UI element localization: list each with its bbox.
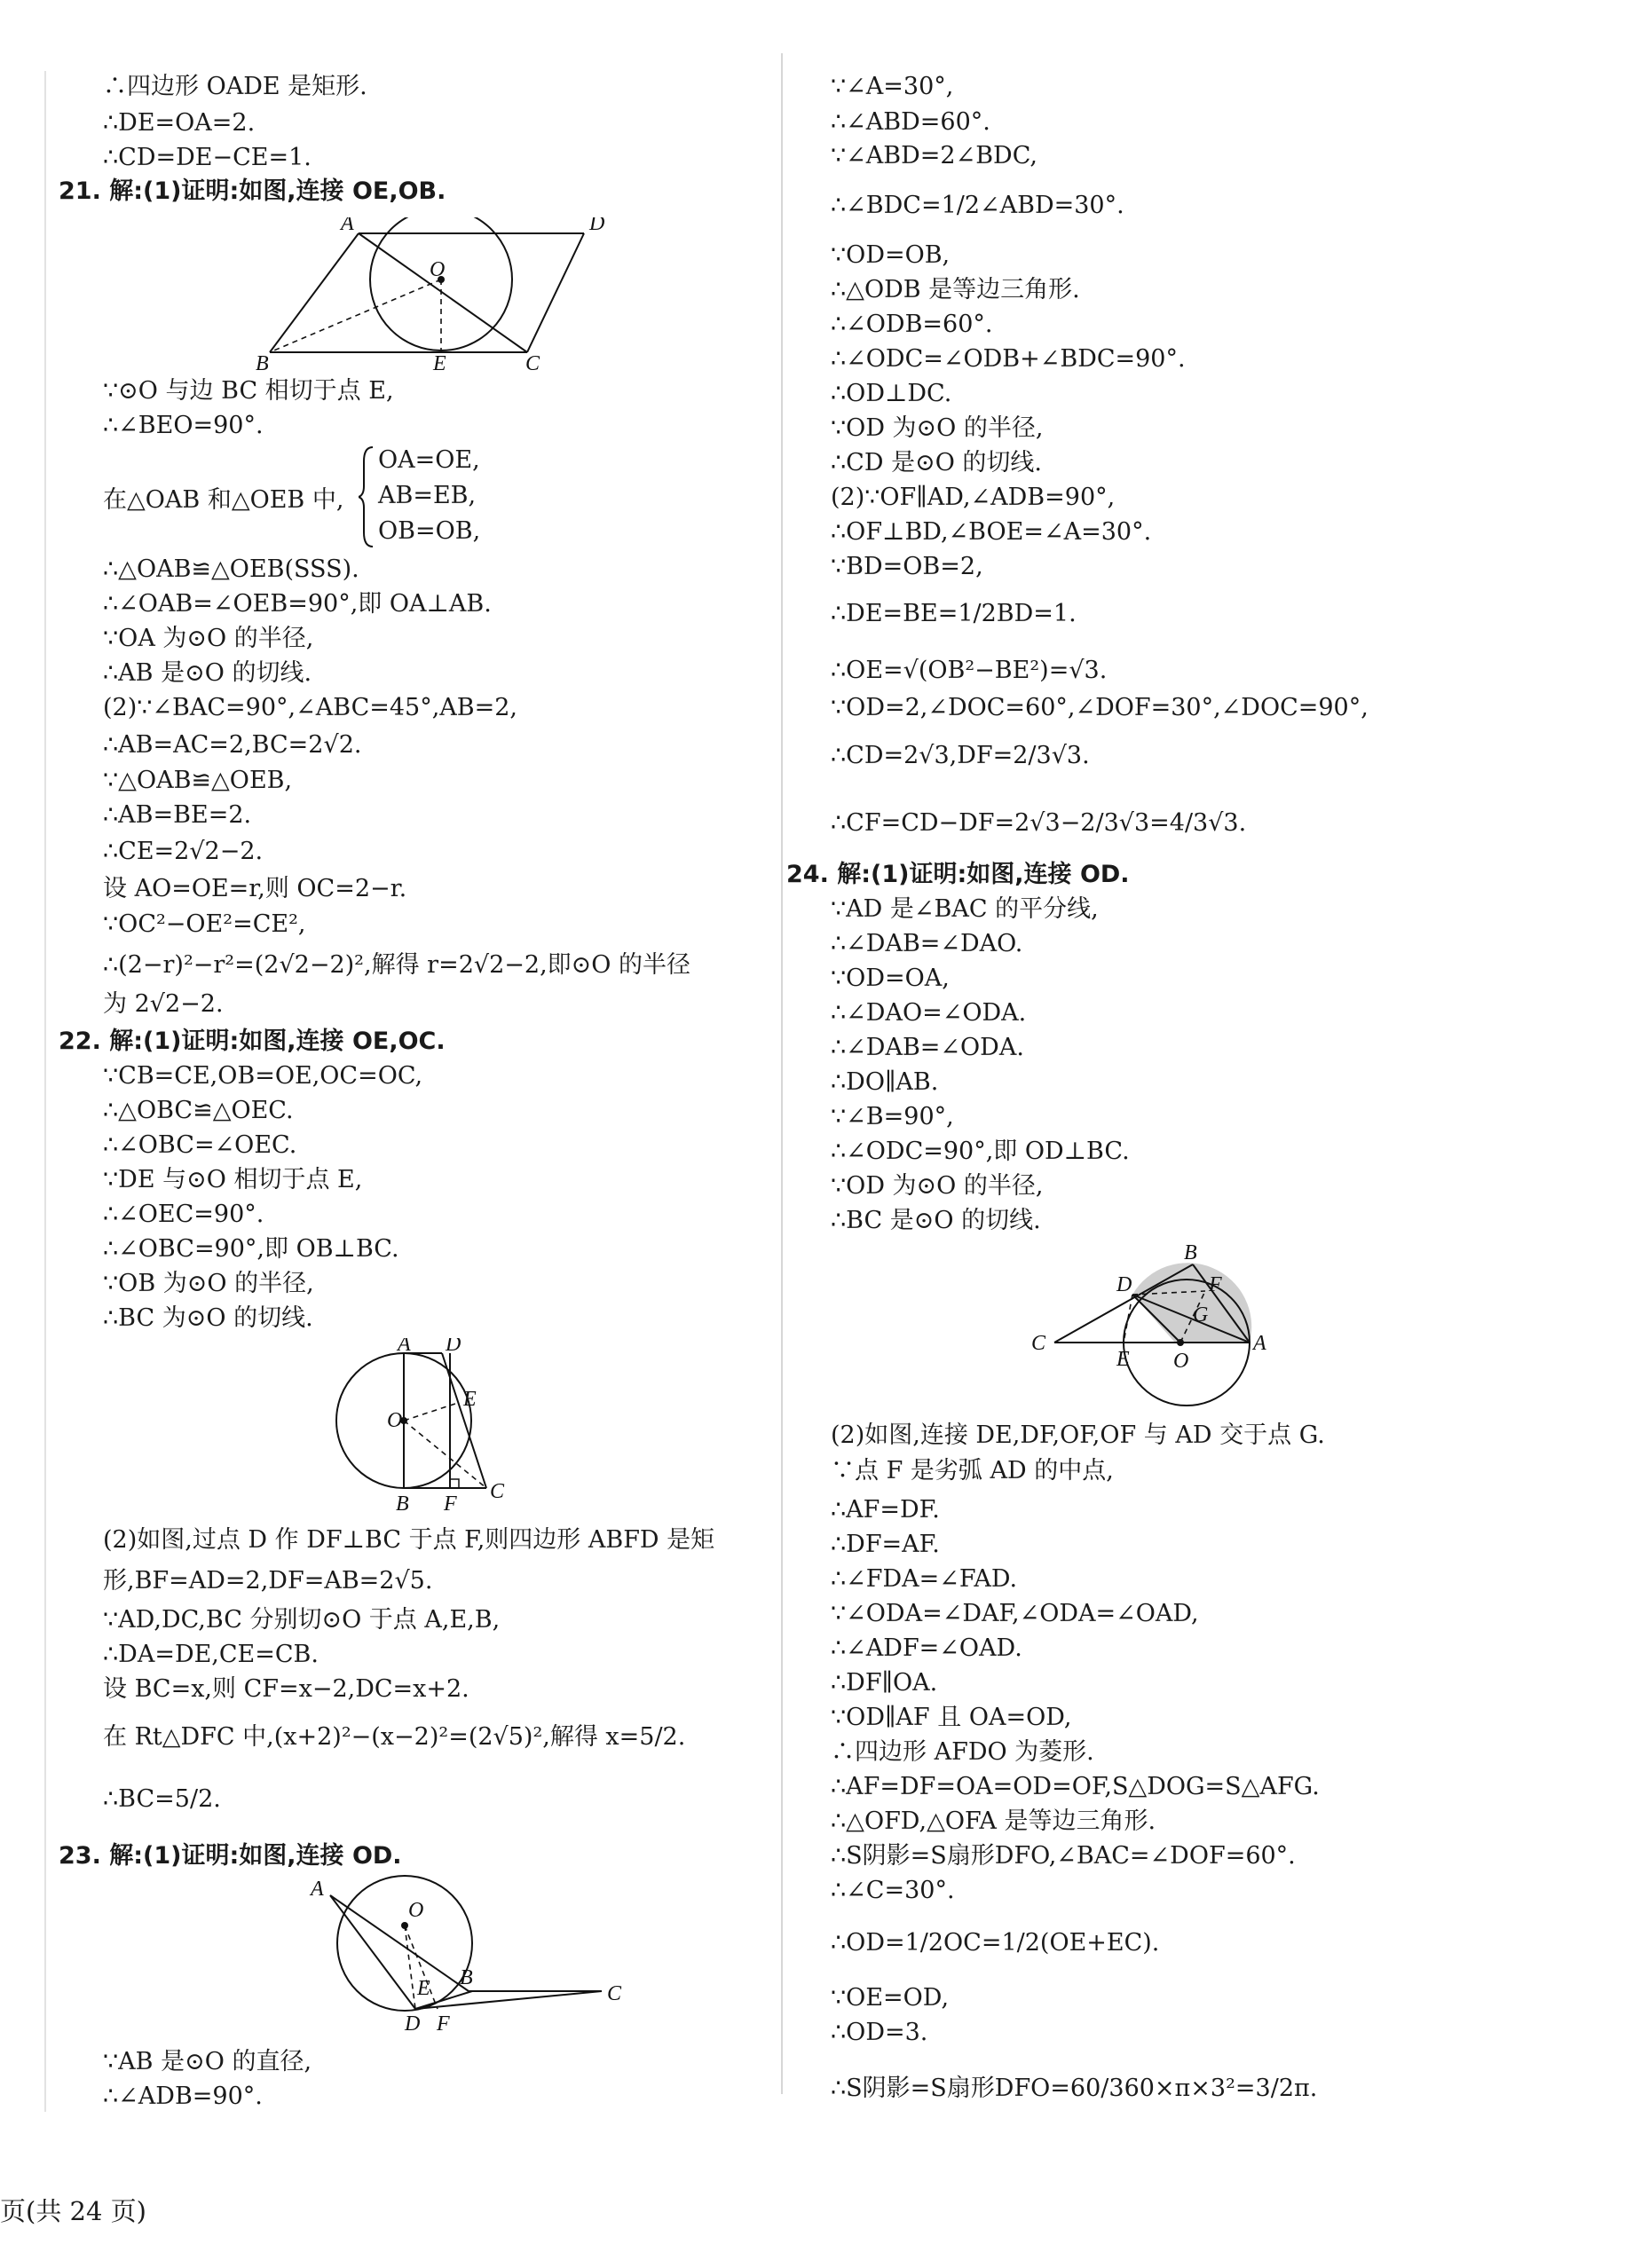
text-line: ∴∠ADB=90°. [103, 2083, 263, 2110]
text-line: ∴CD 是⊙O 的切线. [831, 449, 1042, 476]
text-line: ∴AB=BE=2. [103, 801, 252, 829]
text-line: ∴DA=DE,CE=CB. [103, 1641, 319, 1668]
text-line: ∴OD=3. [831, 2019, 928, 2046]
text-line: ∴(2−r)²−r²=(2√2−2)²,解得 r=2√2−2,即⊙O 的半径 [103, 951, 690, 979]
text-line: ∵AD,DC,BC 分别切⊙O 于点 A,E,B, [103, 1606, 501, 1634]
text-line: ∴AF=DF. [831, 1496, 940, 1524]
text-line: ∴S阴影=S扇形DFO=60/360×π×3²=3/2π. [831, 2075, 1318, 2102]
fig21-label: C [525, 352, 540, 373]
fig23-label: F [437, 2012, 450, 2034]
text-line: AB=EB, [378, 482, 477, 509]
text-line: 设 BC=x,则 CF=x−2,DC=x+2. [103, 1675, 469, 1703]
text-line: ∵OA 为⊙O 的半径, [103, 625, 314, 652]
text-line: ∵OB 为⊙O 的半径, [103, 1270, 314, 1297]
text-line: ∵OD∥AF 且 OA=OD, [831, 1704, 1072, 1731]
text-line: (2)∵∠BAC=90°,∠ABC=45°,AB=2, [103, 694, 518, 721]
text-line: ∵OD=2,∠DOC=60°,∠DOF=30°,∠DOC=90°, [831, 694, 1369, 721]
fig22-label: A [398, 1338, 411, 1356]
fig22-label: E [463, 1388, 477, 1411]
text-line: ∵OD=OB, [831, 241, 951, 269]
fig22-label: F [444, 1492, 457, 1516]
text-line: 设 AO=OE=r,则 OC=2−r. [103, 875, 407, 902]
text-line: ∴△OAB≌△OEB(SSS). [103, 555, 359, 583]
text-line: ∵∠ABD=2∠BDC, [831, 142, 1037, 169]
text-line: ∵△OAB≌△OEB, [103, 767, 293, 794]
text-line: ∵点 F 是劣弧 AD 的中点, [831, 1457, 1114, 1484]
fig21-label: O [430, 258, 446, 281]
text-line: 在△OAB 和△OEB 中, [103, 486, 344, 514]
fig22-label: C [490, 1480, 505, 1503]
text-line: ∵OD=OA, [831, 965, 950, 992]
brace [359, 444, 376, 550]
problem-24-heading: 24. 解:(1)证明:如图,连接 OD. [786, 861, 1130, 888]
text-line: ∵AB 是⊙O 的直径, [103, 2048, 312, 2075]
fig24-label: B [1184, 1241, 1197, 1264]
text-line: ∴DE=BE=1/2BD=1. [831, 600, 1077, 627]
text-line: ∴BC=5/2. [103, 1785, 221, 1813]
fig22-label: D [446, 1338, 462, 1356]
fig24-label: O [1173, 1350, 1189, 1373]
text-line: ∵OC²−OE²=CE², [103, 910, 306, 938]
text-line: ∴∠DAB=∠ODA. [831, 1034, 1024, 1061]
text-line: 在 Rt△DFC 中,(x+2)²−(x−2)²=(2√5)²,解得 x=5/2. [103, 1723, 686, 1751]
problem-21-heading: 21. 解:(1)证明:如图,连接 OE,OB. [59, 177, 446, 205]
text-line: ∴∠BDC=1/2∠ABD=30°. [831, 192, 1124, 219]
text-line: ∴BC 为⊙O 的切线. [103, 1304, 313, 1332]
fig23-label: O [408, 1899, 424, 1922]
text-line: ∴∠OBC=90°,即 OB⊥BC. [103, 1235, 399, 1263]
text-line: ∴OD=1/2OC=1/2(OE+EC). [831, 1929, 1160, 1957]
text-line: ∴BC 是⊙O 的切线. [831, 1207, 1041, 1234]
text-line: ∴△ODB 是等边三角形. [831, 276, 1080, 303]
text-line: ∴S阴影=S扇形DFO,∠BAC=∠DOF=60°. [831, 1842, 1296, 1870]
fig23-label: B [460, 1966, 473, 1989]
text-line: ∴∠DAO=∠ODA. [831, 999, 1027, 1027]
fig22-label: O [387, 1409, 403, 1432]
fig22-label: B [396, 1492, 409, 1516]
column-divider [781, 53, 783, 2094]
text-line: ∴∠ADF=∠OAD. [831, 1634, 1022, 1662]
text-line: ∴DF=AF. [831, 1531, 940, 1558]
problem-23-heading: 23. 解:(1)证明:如图,连接 OD. [59, 1842, 402, 1870]
fig23-label: D [405, 2012, 421, 2034]
text-line: ∴∠OBC=∠OEC. [103, 1131, 297, 1159]
text-line: ∵∠B=90°, [831, 1103, 954, 1130]
text-line: ∴∠FDA=∠FAD. [831, 1565, 1018, 1593]
text-line: ∴四边形 OADE 是矩形. [103, 73, 367, 100]
text-line: ∴CD=DE−CE=1. [103, 144, 312, 171]
text-line: ∵CB=CE,OB=OE,OC=OC, [103, 1062, 423, 1090]
fig21-label: D [589, 217, 605, 235]
fig21-label: E [433, 352, 446, 373]
text-line: ∵BD=OB=2, [831, 553, 983, 580]
text-line: (2)∵OF∥AD,∠ADB=90°, [831, 484, 1116, 511]
text-line: ∴AB=AC=2,BC=2√2. [103, 731, 362, 759]
text-line: ∴∠OEC=90°. [103, 1201, 264, 1228]
text-line: ∵OD 为⊙O 的半径, [831, 1172, 1044, 1200]
text-line: ∴四边形 AFDO 为菱形. [831, 1738, 1094, 1766]
text-line: ∴DE=OA=2. [103, 109, 256, 137]
fig24-label: A [1253, 1332, 1266, 1355]
fig24-label: E [1116, 1348, 1130, 1371]
figure-24 [1019, 1238, 1356, 1415]
text-line: ∵OE=OD, [831, 1984, 950, 2012]
fig24-label: C [1031, 1332, 1046, 1355]
text-line: ∵AD 是∠BAC 的平分线, [831, 895, 1099, 923]
text-line: ∵DE 与⊙O 相切于点 E, [103, 1166, 363, 1193]
text-line: OB=OB, [378, 517, 481, 545]
text-line: ∴∠ODB=60°. [831, 311, 993, 338]
text-line: ∴∠ODC=90°,即 OD⊥BC. [831, 1138, 1130, 1165]
text-line: ∴∠C=30°. [831, 1877, 955, 1904]
fig23-label: A [311, 1878, 324, 1901]
text-line: ∴CD=2√3,DF=2/3√3. [831, 742, 1090, 769]
text-line: ∵∠ODA=∠DAF,∠ODA=∠OAD, [831, 1600, 1199, 1627]
figure-23 [309, 1874, 664, 2034]
text-line: ∴△OBC≌△OEC. [103, 1097, 294, 1124]
fig21-label: B [256, 352, 269, 373]
text-line: (2)如图,过点 D 作 DF⊥BC 于点 F,则四边形 ABFD 是矩 [103, 1526, 715, 1554]
text-line: ∴AF=DF=OA=OD=OF,S△DOG=S△AFG. [831, 1773, 1320, 1800]
text-line: ∴CE=2√2−2. [103, 838, 264, 865]
text-line: ∴DF∥OA. [831, 1669, 938, 1697]
text-line: 为 2√2−2. [103, 990, 224, 1018]
text-line: ∴∠ODC=∠ODB+∠BDC=90°. [831, 345, 1186, 373]
text-line: OA=OE, [378, 446, 480, 474]
figure-22 [327, 1338, 611, 1516]
fig23-label: C [607, 1982, 622, 2005]
fig23-label: E [417, 1977, 430, 2000]
text-line: (2)如图,连接 DE,DF,OF,OF 与 AD 交于点 G. [831, 1421, 1325, 1449]
text-line: ∵∠A=30°, [831, 73, 954, 100]
text-line: ∵⊙O 与边 BC 相切于点 E, [103, 377, 394, 405]
text-line: 形,BF=AD=2,DF=AB=2√5. [103, 1567, 433, 1595]
text-line: ∴∠DAB=∠DAO. [831, 930, 1023, 957]
text-line: ∴∠BEO=90°. [103, 412, 264, 439]
fig21-label: A [341, 217, 354, 235]
text-line: ∵OD 为⊙O 的半径, [831, 414, 1044, 442]
page-footer: 页(共 24 页) [0, 2196, 146, 2226]
text-line: ∴OE=√(OB²−BE²)=√3. [831, 657, 1108, 684]
text-line: ∴OD⊥DC. [831, 380, 952, 407]
text-line: ∴△OFD,△OFA 是等边三角形. [831, 1807, 1156, 1835]
text-line: ∴∠ABD=60°. [831, 108, 990, 136]
left-margin-line [44, 71, 46, 2112]
fig24-label: F [1209, 1273, 1222, 1296]
text-line: ∴AB 是⊙O 的切线. [103, 659, 312, 687]
text-line: ∴∠OAB=∠OEB=90°,即 OA⊥AB. [103, 590, 492, 618]
fig21-parallelogram [270, 217, 584, 352]
problem-22-heading: 22. 解:(1)证明:如图,连接 OE,OC. [59, 1028, 446, 1055]
text-line: ∴OF⊥BD,∠BOE=∠A=30°. [831, 518, 1152, 546]
text-line: ∴DO∥AB. [831, 1068, 939, 1096]
fig24-label: D [1116, 1273, 1132, 1296]
figure-21 [256, 217, 717, 373]
text-line: ∴CF=CD−DF=2√3−2/3√3=4/3√3. [831, 809, 1247, 837]
fig24-label: G [1193, 1303, 1209, 1327]
